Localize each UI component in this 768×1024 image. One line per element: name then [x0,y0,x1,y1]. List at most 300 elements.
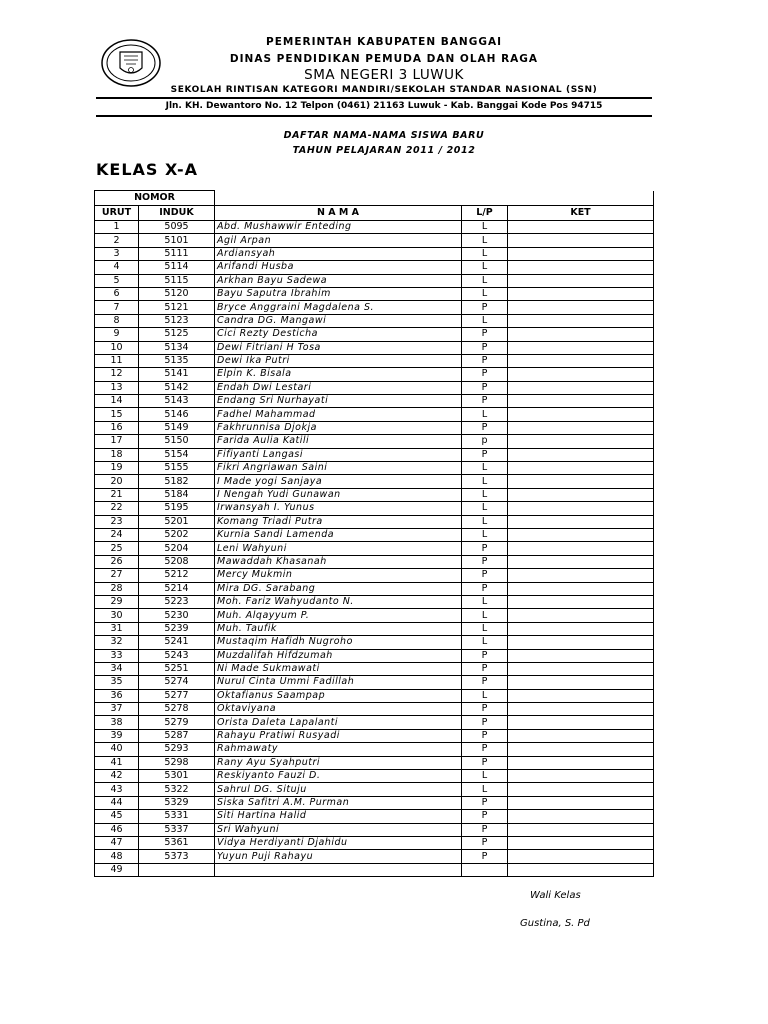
cell-ket [508,261,654,274]
cell-nama: Rahmawaty [215,743,462,756]
cell-induk: 5142 [139,381,215,394]
cell-lp: P [462,676,508,689]
cell-urut: 35 [95,676,139,689]
cell-induk: 5095 [139,221,215,234]
cell-nama: Abd. Mushawwir Enteding [215,221,462,234]
header-nama: N A M A [215,206,462,221]
table-row [95,314,654,327]
cell-induk: 5134 [139,341,215,354]
cell-nama: Elpin K. Bisala [215,368,462,381]
cell-urut: 13 [95,381,139,394]
table-row [95,716,654,729]
header-school-status: SEKOLAH RINTISAN KATEGORI MANDIRI/SEKOLAH STANDAR NASIONAL (SSN) [170,85,598,95]
cell-lp: P [462,328,508,341]
cell-induk: 5241 [139,636,215,649]
cell-nama: Moh. Fariz Wahyudanto N. [215,595,462,608]
cell-lp: P [462,703,508,716]
cell-lp: p [462,435,508,448]
cell-induk: 5230 [139,609,215,622]
cell-urut: 49 [95,863,139,876]
cell-urut: 17 [95,435,139,448]
cell-induk: 5146 [139,408,215,421]
table-row [95,435,654,448]
cell-ket [508,823,654,836]
cell-ket [508,783,654,796]
table-row [95,622,654,635]
cell-nama: Sahrul DG. Situju [215,783,462,796]
cell-urut: 20 [95,475,139,488]
cell-nama: Arkhan Bayu Sadewa [215,274,462,287]
cell-nama: Nurul Cinta Ummi Fadillah [215,676,462,689]
cell-ket [508,234,654,247]
cell-lp: P [462,836,508,849]
table-row [95,341,654,354]
table-row [95,381,654,394]
cell-lp: P [462,301,508,314]
cell-urut: 10 [95,341,139,354]
cell-nama: Orista Daleta Lapalanti [215,716,462,729]
cell-lp: L [462,689,508,702]
cell-ket [508,622,654,635]
cell-nama: Siska Safitri A.M. Purman [215,796,462,809]
cell-urut: 27 [95,569,139,582]
cell-urut: 45 [95,810,139,823]
cell-nama: Rahayu Pratiwi Rusyadi [215,729,462,742]
header-divider-bottom [96,115,652,117]
cell-lp: L [462,609,508,622]
cell-ket [508,301,654,314]
cell-ket [508,649,654,662]
cell-ket [508,395,654,408]
cell-induk: 5298 [139,756,215,769]
cell-urut: 39 [95,729,139,742]
header-nomor: NOMOR [95,191,215,206]
cell-ket [508,435,654,448]
cell-nama: Bryce Anggraini Magdalena S. [215,301,462,314]
cell-lp: L [462,595,508,608]
cell-lp: L [462,488,508,501]
cell-urut: 3 [95,247,139,260]
cell-ket [508,221,654,234]
cell-urut: 18 [95,448,139,461]
cell-induk: 5322 [139,783,215,796]
cell-lp: L [462,622,508,635]
header-lp: L/P [462,206,508,221]
cell-urut: 9 [95,328,139,341]
cell-lp: L [462,261,508,274]
cell-ket [508,515,654,528]
cell-induk: 5201 [139,515,215,528]
header-ket: KET [508,206,654,221]
cell-lp: L [462,462,508,475]
cell-ket [508,408,654,421]
table-row [95,636,654,649]
cell-induk: 5243 [139,649,215,662]
cell-ket [508,770,654,783]
cell-induk: 5121 [139,301,215,314]
cell-lp: P [462,569,508,582]
table-row [95,448,654,461]
cell-nama: I Nengah Yudi Gunawan [215,488,462,501]
cell-lp: P [462,823,508,836]
cell-urut: 32 [95,636,139,649]
cell-lp: L [462,770,508,783]
cell-ket [508,796,654,809]
cell-induk: 5115 [139,274,215,287]
cell-nama: Fikri Angriawan Saini [215,462,462,475]
cell-induk: 5278 [139,703,215,716]
table-row [95,796,654,809]
cell-lp: P [462,448,508,461]
cell-urut: 1 [95,221,139,234]
cell-nama: Dewi Fitriani H Tosa [215,341,462,354]
table-row [95,408,654,421]
cell-lp: P [462,850,508,863]
cell-urut: 24 [95,528,139,541]
cell-nama: Rany Ayu Syahputri [215,756,462,769]
table-row [95,662,654,675]
cell-induk: 5212 [139,569,215,582]
cell-ket [508,287,654,300]
cell-induk: 5293 [139,743,215,756]
cell-lp: P [462,796,508,809]
table-row [95,354,654,367]
cell-lp: L [462,515,508,528]
cell-ket [508,810,654,823]
table-row [95,261,654,274]
cell-urut: 23 [95,515,139,528]
cell-urut: 30 [95,609,139,622]
cell-lp: P [462,716,508,729]
cell-urut: 22 [95,502,139,515]
cell-ket [508,863,654,876]
cell-nama: Siti Hartina Halid [215,810,462,823]
cell-lp: P [462,395,508,408]
cell-induk: 5202 [139,528,215,541]
cell-urut: 4 [95,261,139,274]
table-row [95,823,654,836]
cell-nama: I Made yogi Sanjaya [215,475,462,488]
cell-ket [508,247,654,260]
cell-urut: 15 [95,408,139,421]
header-address: Jln. KH. Dewantoro No. 12 Telpon (0461) 21163 Luwuk - Kab. Banggai Kode Pos 94715 [165,101,603,111]
cell-nama: Irwansyah I. Yunus [215,502,462,515]
cell-nama: Mira DG. Sarabang [215,582,462,595]
table-row [95,743,654,756]
cell-induk: 5277 [139,689,215,702]
cell-nama: Cici Rezty Desticha [215,328,462,341]
cell-lp: L [462,247,508,260]
table-row [95,729,654,742]
cell-nama: Leni Wahyuni [215,542,462,555]
table-row [95,368,654,381]
header-department: DINAS PENDIDIKAN PEMUDA DAN OLAH RAGA [229,53,539,65]
cell-nama: Kurnia Sandi Lamenda [215,528,462,541]
cell-nama: Agil Arpan [215,234,462,247]
cell-urut: 42 [95,770,139,783]
cell-nama: Vidya Herdiyanti Djahidu [215,836,462,849]
cell-lp: P [462,341,508,354]
cell-lp: L [462,234,508,247]
cell-induk: 5195 [139,502,215,515]
cell-urut: 2 [95,234,139,247]
cell-urut: 36 [95,689,139,702]
table-row [95,703,654,716]
cell-nama: Yuyun Puji Rahayu [215,850,462,863]
cell-ket [508,274,654,287]
table-row [95,810,654,823]
cell-induk: 5141 [139,368,215,381]
cell-nama: Farida Aulia Katili [215,435,462,448]
cell-induk: 5331 [139,810,215,823]
cell-nama: Bayu Saputra Ibrahim [215,287,462,300]
cell-urut: 8 [95,314,139,327]
cell-induk: 5111 [139,247,215,260]
cell-induk: 5239 [139,622,215,635]
cell-induk: 5373 [139,850,215,863]
table-row [95,676,654,689]
cell-ket [508,569,654,582]
cell-induk: 5279 [139,716,215,729]
header-divider-top [96,97,652,99]
cell-nama: Muh. Taufik [215,622,462,635]
cell-nama: Ni Made Sukmawati [215,662,462,675]
table-row [95,649,654,662]
cell-induk: 5329 [139,796,215,809]
cell-ket [508,328,654,341]
cell-lp: P [462,662,508,675]
cell-induk: 5182 [139,475,215,488]
cell-induk: 5337 [139,823,215,836]
cell-ket [508,502,654,515]
cell-lp: P [462,555,508,568]
cell-lp: L [462,475,508,488]
cell-urut: 33 [95,649,139,662]
document-title: DAFTAR NAMA-NAMA SISWA BARU [283,130,485,141]
cell-urut: 48 [95,850,139,863]
table-row [95,542,654,555]
cell-ket [508,542,654,555]
table-row [95,770,654,783]
table-row [95,247,654,260]
table-row [95,274,654,287]
cell-lp: P [462,582,508,595]
cell-urut: 40 [95,743,139,756]
cell-nama: Arifandi Husba [215,261,462,274]
cell-nama: Fakhrunnisa Djokja [215,421,462,434]
cell-urut: 26 [95,555,139,568]
cell-urut: 43 [95,783,139,796]
cell-nama: Candra DG. Mangawi [215,314,462,327]
student-table [94,190,654,877]
cell-lp: P [462,368,508,381]
cell-ket [508,850,654,863]
cell-urut: 11 [95,354,139,367]
cell-induk: 5135 [139,354,215,367]
cell-ket [508,703,654,716]
cell-ket [508,448,654,461]
cell-ket [508,488,654,501]
signature-name: Gustina, S. Pd [520,918,590,929]
cell-urut: 41 [95,756,139,769]
cell-lp: L [462,221,508,234]
cell-lp: L [462,408,508,421]
table-row [95,836,654,849]
header-government: PEMERINTAH KABUPATEN BANGGAI [266,36,502,48]
table-row [95,756,654,769]
cell-induk: 5150 [139,435,215,448]
cell-urut: 29 [95,595,139,608]
cell-ket [508,368,654,381]
cell-nama: Reskiyanto Fauzi D. [215,770,462,783]
cell-induk: 5274 [139,676,215,689]
cell-induk: 5125 [139,328,215,341]
table-row [95,783,654,796]
cell-lp: P [462,729,508,742]
cell-lp: P [462,421,508,434]
table-row [95,569,654,582]
cell-ket [508,609,654,622]
cell-nama: Muzdalifah Hifdzumah [215,649,462,662]
table-row [95,301,654,314]
table-row [95,421,654,434]
cell-lp [462,863,508,876]
cell-nama: Mercy Mukmin [215,569,462,582]
cell-ket [508,381,654,394]
document-subtitle: TAHUN PELAJARAN 2011 / 2012 [292,145,476,156]
cell-induk: 5184 [139,488,215,501]
cell-lp: L [462,636,508,649]
cell-nama: Fadhel Mahammad [215,408,462,421]
table-row [95,850,654,863]
cell-urut: 6 [95,287,139,300]
table-row [95,287,654,300]
cell-induk: 5204 [139,542,215,555]
cell-induk: 5223 [139,595,215,608]
header-induk: INDUK [139,206,215,221]
cell-nama: Mustaqim Hafidh Nugroho [215,636,462,649]
cell-ket [508,462,654,475]
cell-induk: 5123 [139,314,215,327]
cell-induk: 5143 [139,395,215,408]
cell-induk: 5361 [139,836,215,849]
signature-role: Wali Kelas [530,890,581,901]
cell-lp: L [462,502,508,515]
cell-urut: 31 [95,622,139,635]
cell-nama: Komang Triadi Putra [215,515,462,528]
cell-urut: 5 [95,274,139,287]
table-row [95,555,654,568]
table-row [95,502,654,515]
cell-urut: 28 [95,582,139,595]
cell-nama: Oktaviyana [215,703,462,716]
header-urut: URUT [95,206,139,221]
cell-ket [508,421,654,434]
cell-ket [508,341,654,354]
cell-urut: 37 [95,703,139,716]
cell-ket [508,716,654,729]
table-row [95,515,654,528]
cell-ket [508,836,654,849]
cell-lp: P [462,756,508,769]
cell-lp: P [462,354,508,367]
cell-lp: L [462,783,508,796]
cell-ket [508,756,654,769]
cell-ket [508,528,654,541]
cell-ket [508,595,654,608]
cell-urut: 7 [95,301,139,314]
cell-induk: 5214 [139,582,215,595]
cell-urut: 16 [95,421,139,434]
cell-nama [215,863,462,876]
cell-urut: 14 [95,395,139,408]
cell-ket [508,689,654,702]
cell-induk: 5155 [139,462,215,475]
cell-urut: 19 [95,462,139,475]
cell-nama: Endang Sri Nurhayati [215,395,462,408]
cell-induk: 5287 [139,729,215,742]
cell-induk: 5251 [139,662,215,675]
table-row [95,234,654,247]
cell-ket [508,676,654,689]
cell-ket [508,555,654,568]
table-row [95,221,654,234]
table-row [95,582,654,595]
cell-urut: 46 [95,823,139,836]
cell-induk [139,863,215,876]
cell-induk: 5114 [139,261,215,274]
table-row [95,528,654,541]
cell-lp: P [462,381,508,394]
cell-induk: 5154 [139,448,215,461]
cell-nama: Dewi Ika Putri [215,354,462,367]
cell-lp: P [462,810,508,823]
cell-ket [508,475,654,488]
table-row [95,595,654,608]
student-rows [95,221,654,877]
cell-nama: Sri Wahyuni [215,823,462,836]
cell-nama: Endah Dwi Lestari [215,381,462,394]
cell-urut: 44 [95,796,139,809]
cell-lp: L [462,314,508,327]
table-row [95,462,654,475]
cell-ket [508,582,654,595]
cell-urut: 21 [95,488,139,501]
cell-nama: Mawaddah Khasanah [215,555,462,568]
table-row [95,395,654,408]
cell-ket [508,314,654,327]
cell-ket [508,636,654,649]
table-row [95,475,654,488]
cell-induk: 5208 [139,555,215,568]
cell-urut: 12 [95,368,139,381]
cell-induk: 5101 [139,234,215,247]
cell-urut: 25 [95,542,139,555]
cell-lp: P [462,743,508,756]
cell-urut: 38 [95,716,139,729]
cell-urut: 47 [95,836,139,849]
cell-lp: P [462,542,508,555]
cell-nama: Oktafianus Saampap [215,689,462,702]
cell-nama: Muh. Alqayyum P. [215,609,462,622]
table-row [95,328,654,341]
table-row [95,609,654,622]
cell-ket [508,354,654,367]
table-row [95,689,654,702]
cell-lp: L [462,287,508,300]
cell-ket [508,662,654,675]
cell-lp: P [462,649,508,662]
